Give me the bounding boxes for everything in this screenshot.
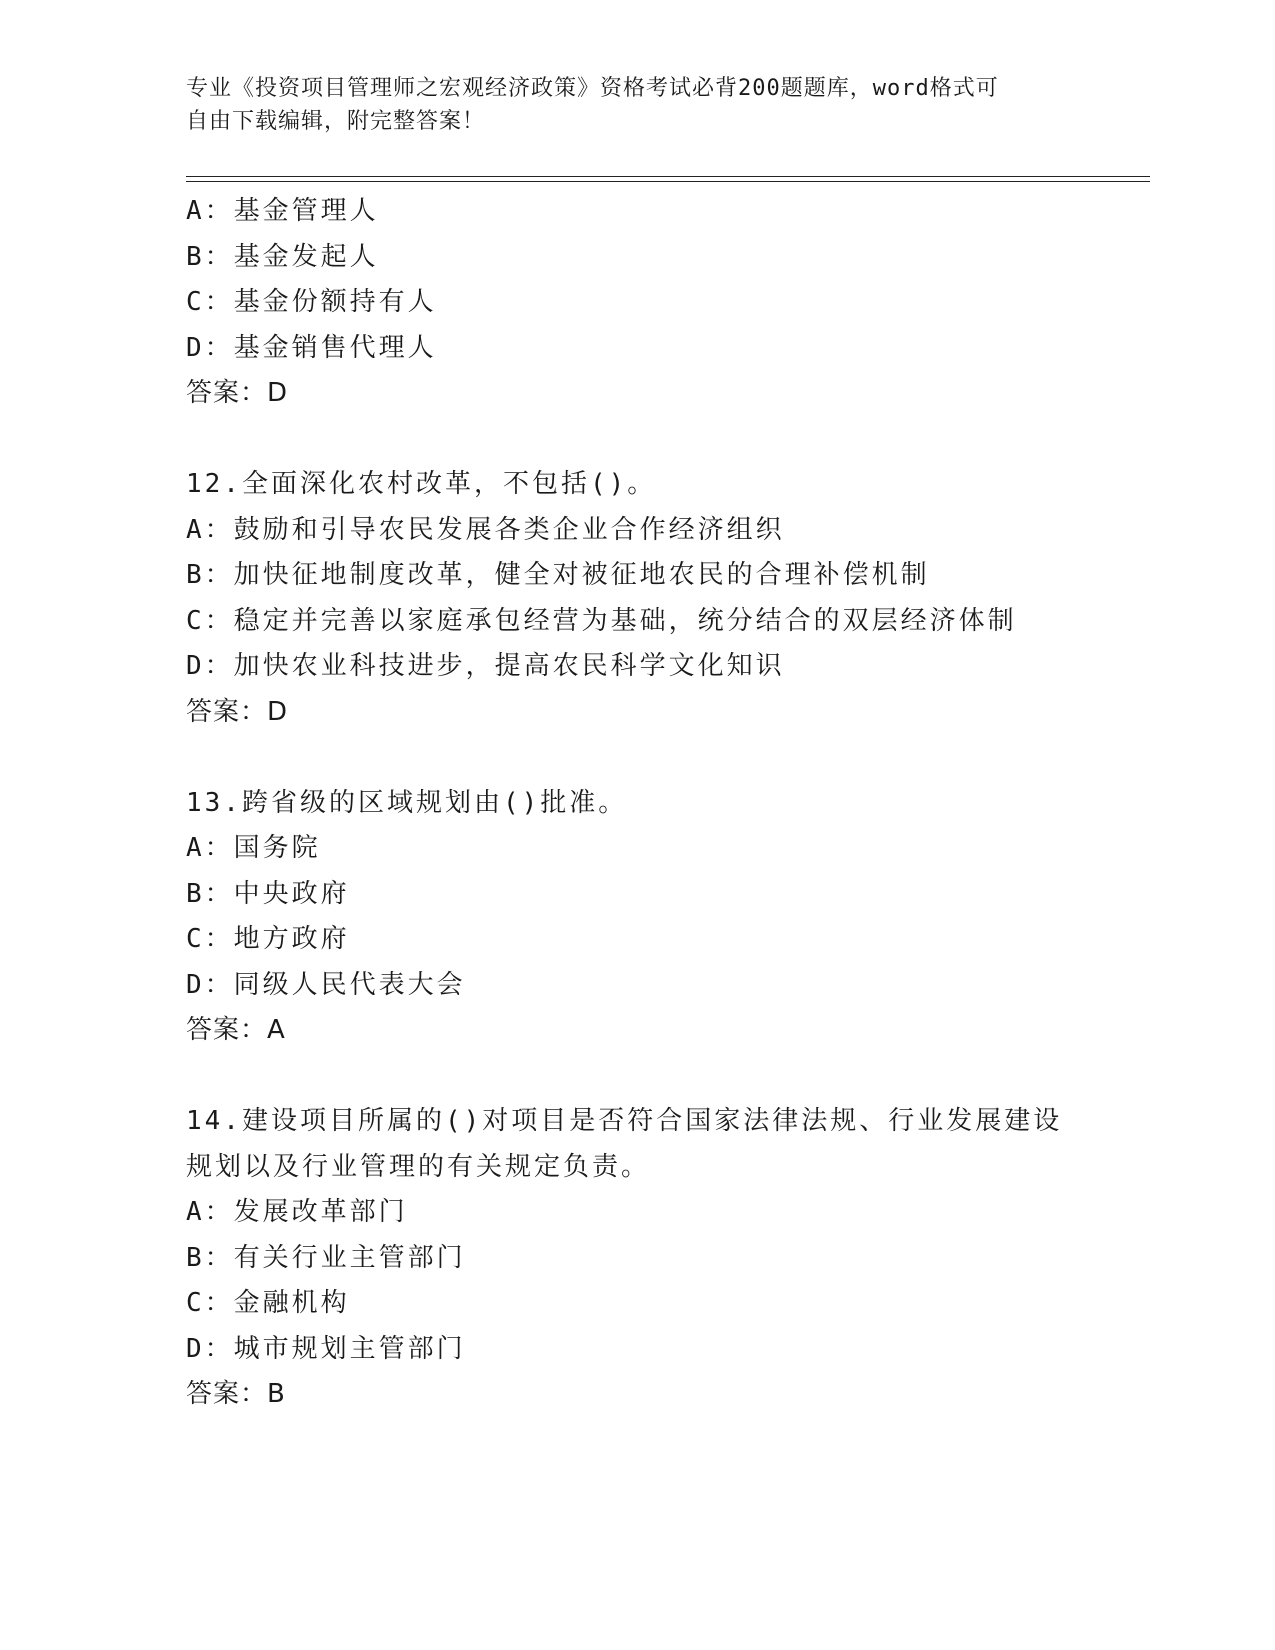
option-a: A：国务院 xyxy=(186,833,321,863)
answer: 答案：B xyxy=(186,1379,286,1409)
option-d: D：基金销售代理人 xyxy=(186,332,437,363)
answer: 答案：D xyxy=(186,696,289,727)
document-header xyxy=(186,72,1086,138)
option-a: A：鼓励和引导农民发展各类企业合作经济组织 xyxy=(186,514,785,545)
option-d: D：同级人民代表大会 xyxy=(186,969,466,1000)
question-text: 14.建设项目所属的()对项目是否符合国家法律法规、行业发展建设规划以及行业管理的有关规定负责。 xyxy=(186,1106,1063,1182)
question-block-13 xyxy=(186,781,1150,1054)
option-c: C：基金份额持有人 xyxy=(186,287,437,317)
option-a: A：发展改革部门 xyxy=(186,1197,408,1227)
header-line-1: 专业《投资项目管理师之宏观经济政策》资格考试必背200题题库，word格式可 xyxy=(186,76,999,101)
answer: 答案：D xyxy=(186,378,289,408)
question-block-11 xyxy=(186,189,1150,417)
answer: 答案：A xyxy=(186,1015,286,1045)
option-c: C：地方政府 xyxy=(186,924,350,954)
question-block-12 xyxy=(186,462,1150,735)
option-b: B：有关行业主管部门 xyxy=(186,1242,466,1273)
option-b: B：基金发起人 xyxy=(186,241,379,272)
option-a: A：基金管理人 xyxy=(186,196,379,226)
question-list xyxy=(186,189,1150,1418)
option-c: C：金融机构 xyxy=(186,1288,350,1318)
option-b: B：中央政府 xyxy=(186,878,350,909)
question-text: 12.全面深化农村改革，不包括()。 xyxy=(186,469,657,499)
header-rule-bottom xyxy=(186,181,1150,182)
question-text: 13.跨省级的区域规划由()批准。 xyxy=(186,787,628,818)
option-c: C：稳定并完善以家庭承包经营为基础，统分结合的双层经济体制 xyxy=(186,605,1017,636)
option-d: D：加快农业科技进步，提高农民科学文化知识 xyxy=(186,651,785,681)
header-rule-top xyxy=(186,176,1150,177)
option-d: D：城市规划主管部门 xyxy=(186,1333,466,1364)
question-block-14 xyxy=(186,1099,1150,1418)
option-b: B：加快征地制度改革，健全对被征地农民的合理补偿机制 xyxy=(186,560,930,590)
header-line-2: 自由下载编辑，附完整答案！ xyxy=(186,109,486,134)
